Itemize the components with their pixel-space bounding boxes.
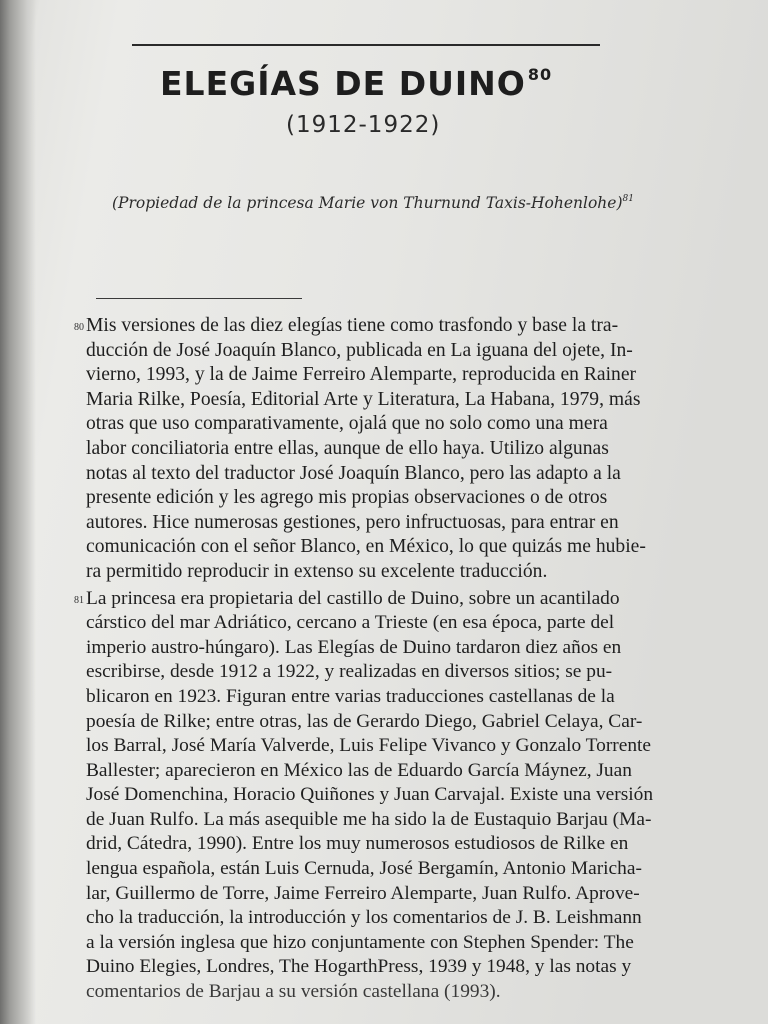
footnotes — [74, 314, 714, 1007]
title-footnote-ref: 80 — [527, 65, 553, 84]
dedication-footnote-ref: 81 — [622, 194, 634, 204]
footnote-line: blicaron en 1923. Figuran entre varias traducciones castellanas de la — [86, 685, 615, 707]
dedication — [112, 194, 682, 212]
title-rule — [132, 44, 600, 46]
footnote-line: Duino Elegies, Londres, The HogarthPress, 1939 y 1948, y las notas y — [86, 956, 632, 978]
dedication-text: (Propiedad de la princesa Marie von Thurnund Taxis-Hohenlohe) — [112, 194, 623, 212]
footnote-line: autores. Hice numerosas gestiones, pero infructuosas, para entrar en — [86, 511, 619, 533]
footnote-line: ducción de José Joaquín Blanco, publicada en La iguana del ojete, In- — [86, 339, 633, 361]
chapter-years: (1912-1922) — [286, 112, 441, 138]
footnote-line: otras que uso comparativamente, ojalá que no solo como una mera — [86, 413, 608, 435]
book-page — [40, 0, 768, 1024]
footnote-line: comunicación con el señor Blanco, en México, lo que quizás me hubie- — [86, 536, 646, 558]
footnote-line: comentarios de Barjau a su versión castellana (1993). — [86, 981, 501, 1003]
book-spine-shadow — [0, 0, 36, 1024]
footnote-line: cárstico del mar Adriático, cercano a Trieste (en esa época, parte del — [86, 612, 615, 634]
footnote-line: presente edición y les agrego mis propias observaciones o de otros — [86, 487, 608, 509]
footnote-line: Ballester; aparecieron en México las de Eduardo García Máynez, Juan — [86, 759, 632, 781]
footnote-line: Mis versiones de las diez elegías tiene como trasfondo y base la tra- — [86, 315, 619, 336]
footnote-line: Maria Rilke, Poesía, Editorial Arte y Literatura, La Habana, 1979, más — [86, 388, 641, 410]
footnote-line: imperio austro-húngaro). Las Elegías de Duino tardaron diez años en — [86, 636, 622, 658]
footnote-line: escribirse, desde 1912 a 1922, y realizadas en diversos sitios; se pu- — [86, 661, 613, 683]
footnote-line: poesía de Rilke; entre otras, las de Gerardo Diego, Gabriel Celaya, Car- — [86, 710, 643, 732]
footnote-line: lar, Guillermo de Torre, Jaime Ferreiro Alemparte, Juan Rulfo. Aprove- — [86, 882, 640, 904]
footnote-line: ra permitido reproducir in extenso su excelente traducción. — [86, 560, 548, 582]
footnote-line: lengua española, están Luis Cernuda, José Bergamín, Antonio Maricha- — [86, 858, 642, 880]
footnote-line: La princesa era propietaria del castillo de Duino, sobre un acantilado — [86, 587, 620, 609]
footnote-line: José Domenchina, Horacio Quiñones y Juan Carvajal. Existe una versión — [86, 784, 654, 806]
footnote-line: de Juan Rulfo. La más asequible me ha sido la de Eustaquio Barjau (Ma- — [86, 808, 652, 830]
footnote-number: 81 — [74, 594, 84, 606]
footnote-80 — [74, 314, 714, 585]
footnote-line: notas al texto del traductor José Joaquín Blanco, pero las adapto a la — [86, 462, 621, 484]
chapter-title-text: ELEGÍAS DE DUINO — [160, 64, 526, 103]
footnote-line: a la versión inglesa que hizo conjuntamente con Stephen Spender: The — [86, 931, 634, 953]
chapter-title — [160, 64, 600, 103]
footnote-line: los Barral, José María Valverde, Luis Felipe Vivanco y Gonzalo Torrente — [86, 735, 652, 757]
footnote-line: cho la traducción, la introducción y los comentarios de J. B. Leishmann — [86, 907, 642, 929]
footnote-line: vierno, 1993, y la de Jaime Ferreiro Alemparte, reproducida en Rainer — [86, 364, 637, 386]
footnote-number: 80 — [74, 322, 84, 333]
footnote-81 — [74, 587, 714, 1005]
footnote-rule — [96, 298, 302, 299]
footnote-line: drid, Cátedra, 1990). Entre los muy numerosos estudiosos de Rilke en — [86, 833, 629, 855]
footnote-line: labor conciliatoria entre ellas, aunque de ello haya. Utilizo algunas — [86, 437, 609, 459]
